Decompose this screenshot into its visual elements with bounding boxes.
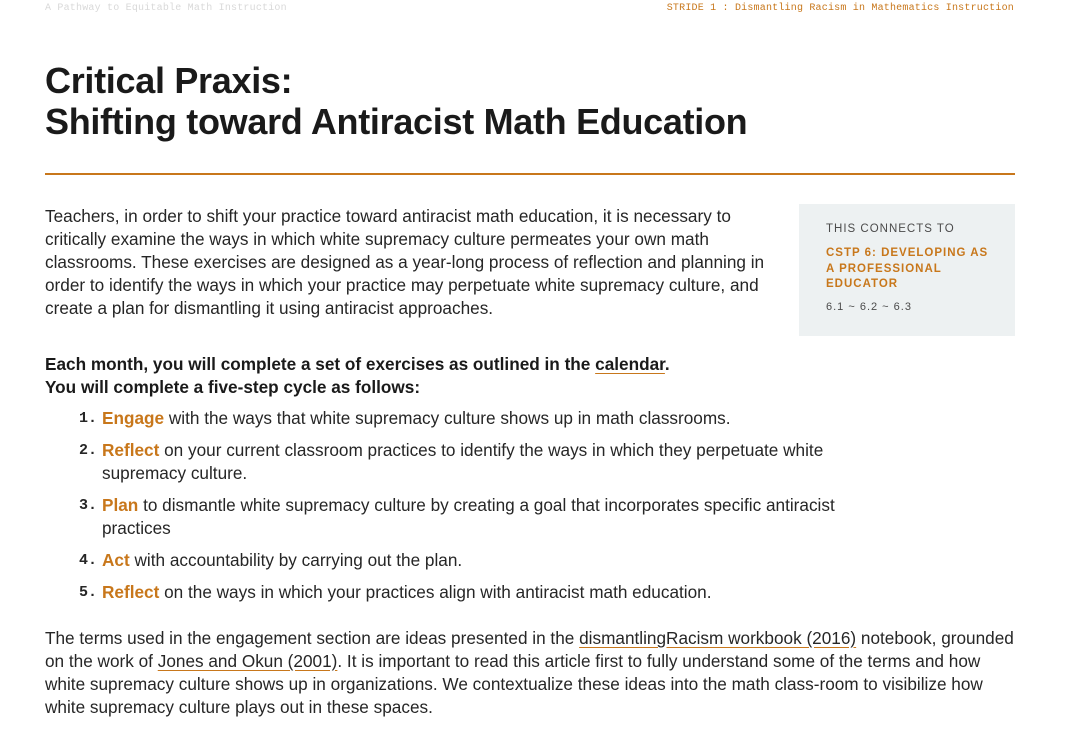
step-keyword: Reflect — [102, 440, 160, 460]
steps-intro-line-1 — [45, 353, 945, 376]
jones-okun-link[interactable]: Jones and Okun (2001) — [157, 651, 338, 671]
steps-intro — [45, 353, 945, 399]
step-keyword: Reflect — [102, 582, 160, 602]
step-reflect-practices — [79, 439, 839, 485]
step-number: 1. — [79, 410, 98, 427]
callout-standard: CSTP 6: DEVELOPING AS A PROFESSIONAL EDUCATOR — [826, 247, 989, 290]
intro-paragraph: Teachers, in order to shift your practice toward antiracist math education, it is necessary to critically examine the ways in which white supremacy culture permeates your own math classrooms. These exercises are designed as a year-long process of reflection and planning in order to identify the ways in which your practice may perpetuate white supremacy culture, and create a plan for dismantling it using antiracist approaches. — [45, 206, 765, 318]
step-text: to dismantle white supremacy culture by creating a goal that incorporates specific antiracist practices — [102, 495, 835, 538]
step-plan — [79, 494, 839, 540]
page-title-line-1: Critical Praxis: — [45, 60, 293, 101]
step-reflect-alignment — [79, 581, 839, 604]
page-title — [45, 60, 1025, 142]
step-text: on your current classroom practices to identify the ways in which they perpetuate white supremacy culture. — [102, 440, 824, 483]
step-number: 5. — [79, 584, 98, 601]
running-header-left: A Pathway to Equitable Math Instruction — [45, 3, 287, 14]
steps-intro-text: Each month, you will complete a set of exercises as outlined in the — [45, 354, 596, 374]
step-engage — [79, 407, 839, 430]
step-text: with accountability by carrying out the plan. — [129, 550, 463, 570]
callout-label: THIS CONNECTS TO — [826, 223, 955, 235]
closing-paragraph — [45, 627, 1025, 719]
five-step-cycle-list — [79, 407, 839, 613]
step-number: 3. — [79, 497, 98, 514]
page-title-line-2: Shifting toward Antiracist Math Education — [45, 101, 748, 142]
step-keyword: Engage — [102, 408, 165, 428]
step-text: on the ways in which your practices align with antiracist math education. — [159, 582, 712, 602]
steps-intro-period: . — [664, 354, 670, 374]
calendar-link[interactable]: calendar — [595, 354, 665, 374]
step-keyword: Act — [102, 550, 130, 570]
step-text: with the ways that white supremacy culture shows up in math classrooms. — [164, 408, 731, 428]
step-number: 4. — [79, 552, 98, 569]
steps-intro-line-2: You will complete a five-step cycle as follows: — [45, 377, 421, 397]
callout-codes: 6.1 ~ 6.2 ~ 6.3 — [826, 300, 912, 313]
step-number: 2. — [79, 442, 98, 459]
step-keyword: Plan — [102, 495, 139, 515]
title-divider — [45, 173, 1015, 175]
closing-text-3: . It is important to read this article first to fully understand some of the terms and how white supremacy culture shows up in organizations. We contextualize these ideas into the math class-room to visibilize how white supremacy culture plays out in these spaces. — [45, 651, 983, 717]
closing-text-1: The terms used in the engagement section are ideas presented in the — [45, 628, 580, 648]
running-header-right: STRIDE 1 : Dismantling Racism in Mathematics Instruction — [666, 3, 1014, 14]
workbook-link[interactable]: dismantlingRacism workbook (2016) — [579, 628, 857, 648]
closing-text-2: notebook, grounded on the work of — [45, 628, 1014, 671]
step-act — [79, 549, 839, 572]
standards-callout — [799, 204, 1015, 336]
